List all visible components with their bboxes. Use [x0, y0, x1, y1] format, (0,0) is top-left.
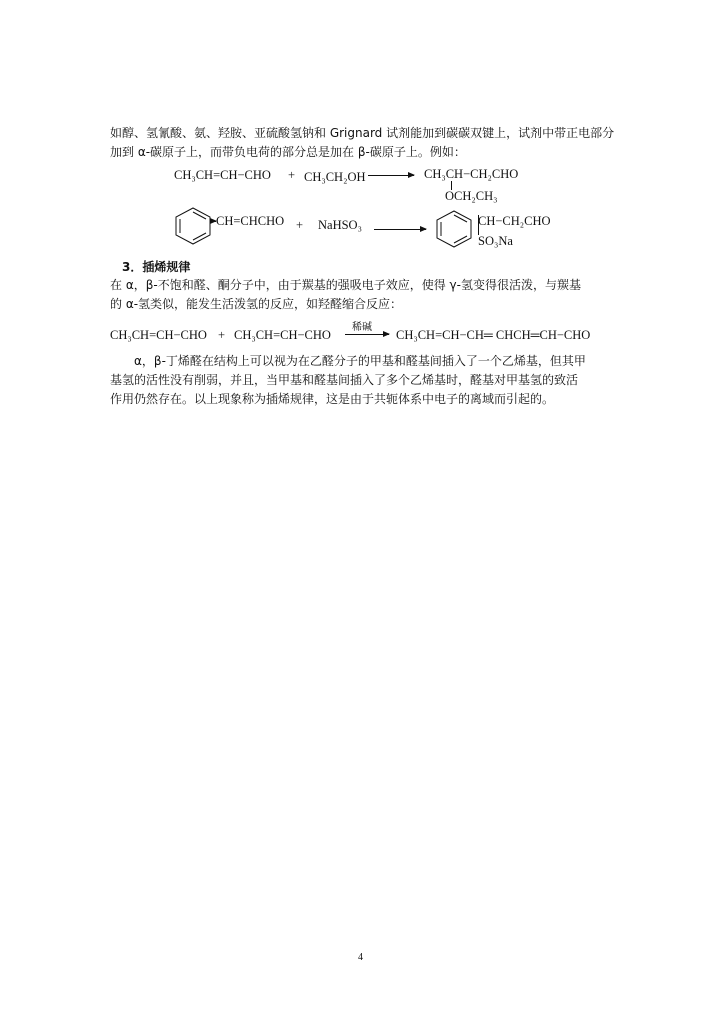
intro-line-2: 加到 α-碳原子上，而带负电荷的部分总是加在 β-碳原子上。例如： [110, 145, 466, 159]
reaction3-product: CH₃CH=CH−CH═ CHCH═CH−CHO [396, 328, 591, 342]
reaction1-reactant1: CH₃CH=CH−CHO [174, 168, 271, 182]
section-line-2: 的 α-氢类似，能发生活泼氢的反应，如羟醛缩合反应： [110, 297, 403, 311]
reaction2-reactant1-sub: CH=CHCHO [216, 214, 285, 228]
reaction1-reactant2: CH₃CH₂OH [304, 170, 366, 184]
conclusion-line-1: α，β-丁烯醛在结构上可以视为在乙醛分子的甲基和醛基间插入了一个乙烯基，但其甲 [134, 354, 586, 368]
reaction3-condition: 稀碱 [352, 322, 372, 333]
conclusion-line-2: 基氢的活性没有削弱，并且，当甲基和醛基间插入了多个乙烯基时，醛基对甲基氢的致活 [110, 373, 579, 387]
reaction1-product-sub: OCH₂CH₃ [445, 189, 498, 203]
benzene-ring-icon [172, 206, 214, 246]
reaction1-plus: + [288, 168, 296, 182]
reaction1-arrow [368, 175, 414, 176]
reaction3-plus: + [218, 328, 226, 342]
reaction3-reactant2: CH₃CH=CH−CHO [234, 328, 331, 342]
reaction2-reactant2: NaHSO₃ [318, 218, 362, 232]
reaction1-product-main: CH₃CH−CH₂CHO [424, 167, 519, 181]
reaction2-product-sub1: CH−CH₂CHO [478, 214, 551, 228]
reaction2-plus: + [296, 218, 304, 232]
reaction2-product-sub2: SO₃Na [478, 234, 513, 248]
section-line-1: 在 α，β-不饱和醛、酮分子中，由于羰基的强吸电子效应，使得 γ-氢变得很活泼，与羰基 [110, 278, 581, 292]
page-number: 4 [358, 952, 363, 963]
section-heading: 3．插烯规律 [122, 260, 191, 274]
intro-line-1: 如醇、氢氰酸、氨、羟胺、亚硫酸氢钠和 Grignard 试剂能加到碳碳双键上，试剂中带正电部分 [110, 126, 615, 140]
reaction3-reactant1: CH₃CH=CH−CHO [110, 328, 207, 342]
conclusion-line-3: 作用仍然存在。以上现象称为插烯规律，这是由于共轭体系中电子的离域而引起的。 [110, 392, 555, 406]
reaction2-arrow [374, 229, 426, 230]
reaction3-arrow [345, 334, 389, 335]
benzene-ring-icon [433, 209, 475, 249]
